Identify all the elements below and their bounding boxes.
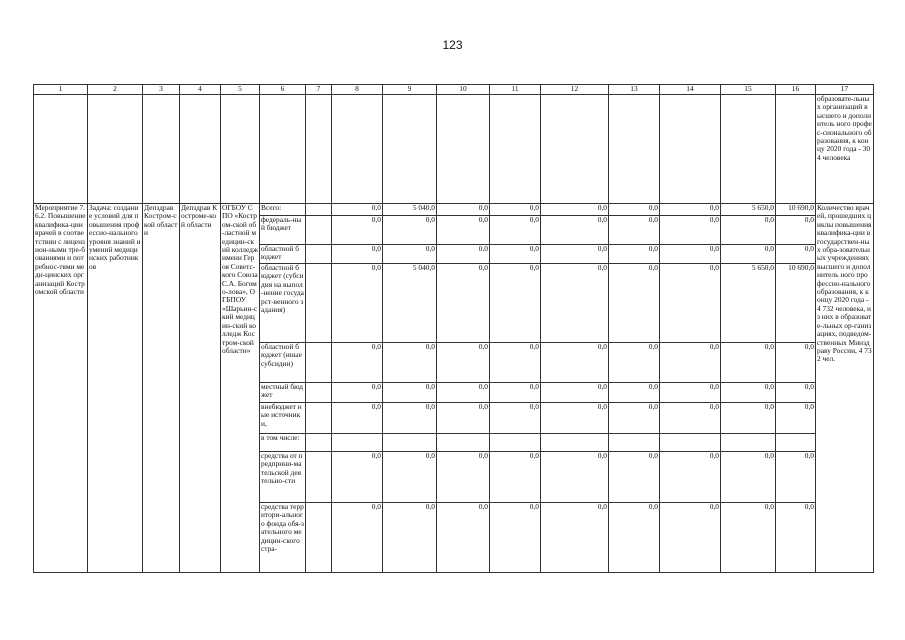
empty-cell [306,343,332,383]
empty-cell [306,383,332,403]
empty-cell [332,95,383,204]
funding-source: федераль-ный бюджет [260,216,306,245]
empty-cell [306,216,332,245]
funding-value: 0,0 [541,343,609,383]
funding-value: 0,0 [660,216,721,245]
funding-value [490,434,541,452]
empty-cell [609,95,660,204]
funding-row [34,204,874,216]
funding-value: 0,0 [660,245,721,264]
funding-value: 5 040,0 [383,264,437,343]
continuation-row [34,95,874,204]
funding-value: 0,0 [541,452,609,503]
funding-value: 0,0 [437,216,490,245]
column-number: 12 [541,85,609,95]
column-number: 15 [721,85,776,95]
column-number: 14 [660,85,721,95]
funding-value: 0,0 [541,245,609,264]
funding-value: 0,0 [541,216,609,245]
funding-source: внебюджет ные источники, [260,403,306,434]
empty-cell [490,95,541,204]
funding-value: 0,0 [776,452,816,503]
empty-cell [306,204,332,216]
funding-value: 0,0 [437,264,490,343]
funding-value: 0,0 [721,403,776,434]
funding-value: 0,0 [721,383,776,403]
column-number: 8 [332,85,383,95]
funding-source: средства территори-ального фонда обя-зательного медицин-ского стра- [260,503,306,573]
funding-value: 0,0 [490,452,541,503]
funding-value: 0,0 [660,503,721,573]
funding-value: 0,0 [332,452,383,503]
activity-name: Мероприятие 7.6.2. Повышение квалифика-ции врачей в соответствии с лицензион-ными тре-бованиями и потребнос-тями меди-цинских организаций Костромской области [34,204,88,573]
funding-value: 0,0 [776,343,816,383]
funding-source: Всего: [260,204,306,216]
funding-value [776,434,816,452]
funding-value: 0,0 [437,204,490,216]
funding-value: 0,0 [383,403,437,434]
funding-value: 0,0 [541,403,609,434]
funding-value: 0,0 [609,204,660,216]
funding-value: 0,0 [721,452,776,503]
column-number: 6 [260,85,306,95]
funding-value [332,434,383,452]
column-number: 5 [221,85,260,95]
funding-value: 0,0 [721,503,776,573]
funding-value: 0,0 [541,204,609,216]
funding-source: областной бюджет (иные субсидии) [260,343,306,383]
continuation-result-text: образовате-льных организаций высшего и дополнитель ного профес-сионального образования, к концу 2020 года - 304 человека [816,95,874,204]
funding-value: 5 650,0 [721,204,776,216]
empty-cell [776,95,816,204]
funding-value: 0,0 [609,343,660,383]
funding-value: 0,0 [541,503,609,573]
column-number: 1 [34,85,88,95]
empty-cell [180,95,221,204]
funding-value: 0,0 [776,383,816,403]
empty-cell [306,245,332,264]
funding-value: 5 040,0 [383,204,437,216]
funding-source: в том числе: [260,434,306,452]
funding-value: 0,0 [660,403,721,434]
funding-value: 5 650,0 [721,264,776,343]
funding-value: 0,0 [490,216,541,245]
empty-cell [306,95,332,204]
empty-cell [88,95,143,204]
funding-value: 0,0 [332,264,383,343]
empty-cell [143,95,180,204]
activity-table [33,84,874,573]
activity-task: Задача: создание условий для повышения профессио-нального уровня знаний и умений медицинских работников [88,204,143,573]
empty-cell [306,403,332,434]
funding-value [660,434,721,452]
column-number: 10 [437,85,490,95]
funding-value: 0,0 [383,343,437,383]
empty-cell [221,95,260,204]
funding-source: средства от предприни-мательской деятельно-сти [260,452,306,503]
funding-value: 0,0 [721,216,776,245]
funding-value [383,434,437,452]
funding-value: 0,0 [332,343,383,383]
funding-value: 0,0 [332,403,383,434]
empty-cell [260,95,306,204]
empty-cell [383,95,437,204]
funding-value: 0,0 [383,245,437,264]
funding-value: 0,0 [776,245,816,264]
empty-cell [306,452,332,503]
funding-value: 0,0 [490,204,541,216]
funding-value: 0,0 [609,264,660,343]
funding-value: 0,0 [609,503,660,573]
funding-value: 0,0 [660,452,721,503]
column-number: 13 [609,85,660,95]
funding-value: 0,0 [776,403,816,434]
funding-value: 0,0 [660,383,721,403]
funding-value: 0,0 [660,264,721,343]
funding-value: 0,0 [383,383,437,403]
funding-value: 0,0 [437,403,490,434]
empty-cell [541,95,609,204]
funding-value: 0,0 [660,204,721,216]
funding-value: 0,0 [609,245,660,264]
empty-cell [306,264,332,343]
funding-value: 0,0 [609,403,660,434]
empty-cell [306,434,332,452]
funding-value: 0,0 [490,264,541,343]
funding-source: местный бюджет [260,383,306,403]
column-number-row [34,85,874,95]
funding-value: 0,0 [490,343,541,383]
funding-value: 0,0 [332,204,383,216]
empty-cell [660,95,721,204]
funding-value: 0,0 [490,383,541,403]
funding-value: 10 690,0 [776,264,816,343]
empty-cell [306,503,332,573]
funding-value: 0,0 [332,216,383,245]
column-number: 2 [88,85,143,95]
funding-value: 0,0 [541,264,609,343]
funding-value: 0,0 [776,216,816,245]
column-number: 16 [776,85,816,95]
funding-value: 0,0 [437,343,490,383]
activity-executors: ОГБОУ СПО «Костром-ской об-ластной медицин-ский колледж имени Героя Советс-кого Союза С.А. Богомо-лова», ОГБПОУ «Шарьин-ский медицин-ский колледж Костром-ской области» [221,204,260,573]
funding-value: 0,0 [437,503,490,573]
funding-value: 0,0 [332,503,383,573]
column-number: 4 [180,85,221,95]
funding-value: 0,0 [609,383,660,403]
funding-value: 0,0 [609,452,660,503]
empty-cell [721,95,776,204]
funding-value: 0,0 [490,503,541,573]
responsible-department: Депздрав Костром-ской области [143,204,180,573]
funding-value: 0,0 [383,452,437,503]
funding-value: 0,0 [490,245,541,264]
funding-value: 0,0 [332,383,383,403]
funding-value [609,434,660,452]
funding-value: 0,0 [383,216,437,245]
co-responsible-department: Депздрав Костроме-кой области [180,204,221,573]
funding-value: 0,0 [660,343,721,383]
column-number: 11 [490,85,541,95]
funding-value [721,434,776,452]
funding-source: областной бюджет (субсидия на выпол-нение государст-венного задания) [260,264,306,343]
funding-value: 0,0 [541,383,609,403]
column-number: 7 [306,85,332,95]
funding-value: 0,0 [609,216,660,245]
funding-value: 10 690,0 [776,204,816,216]
funding-value: 0,0 [437,383,490,403]
funding-value: 0,0 [721,343,776,383]
column-number: 17 [816,85,874,95]
column-number: 3 [143,85,180,95]
expected-result: Количество врачей, прошедших циклы повышения квалифика-ции в государствен-ных обра-зовательных учреждениях высшего и дополнитель ного профессио-нального образования, к концу 2020 года - 4 732 человека, из них в образовате-льных ор-ганизациях, подведом-ственных Минздраву России, 4 732 чел. [816,204,874,573]
page-number: 123 [442,38,463,52]
funding-value: 0,0 [490,403,541,434]
funding-value: 0,0 [437,452,490,503]
funding-value: 0,0 [332,245,383,264]
empty-cell [437,95,490,204]
funding-value [541,434,609,452]
funding-value: 0,0 [776,503,816,573]
funding-source: областной бюджет [260,245,306,264]
column-number: 9 [383,85,437,95]
empty-cell [34,95,88,204]
funding-value: 0,0 [721,245,776,264]
funding-value: 0,0 [383,503,437,573]
funding-value: 0,0 [437,245,490,264]
funding-value [437,434,490,452]
